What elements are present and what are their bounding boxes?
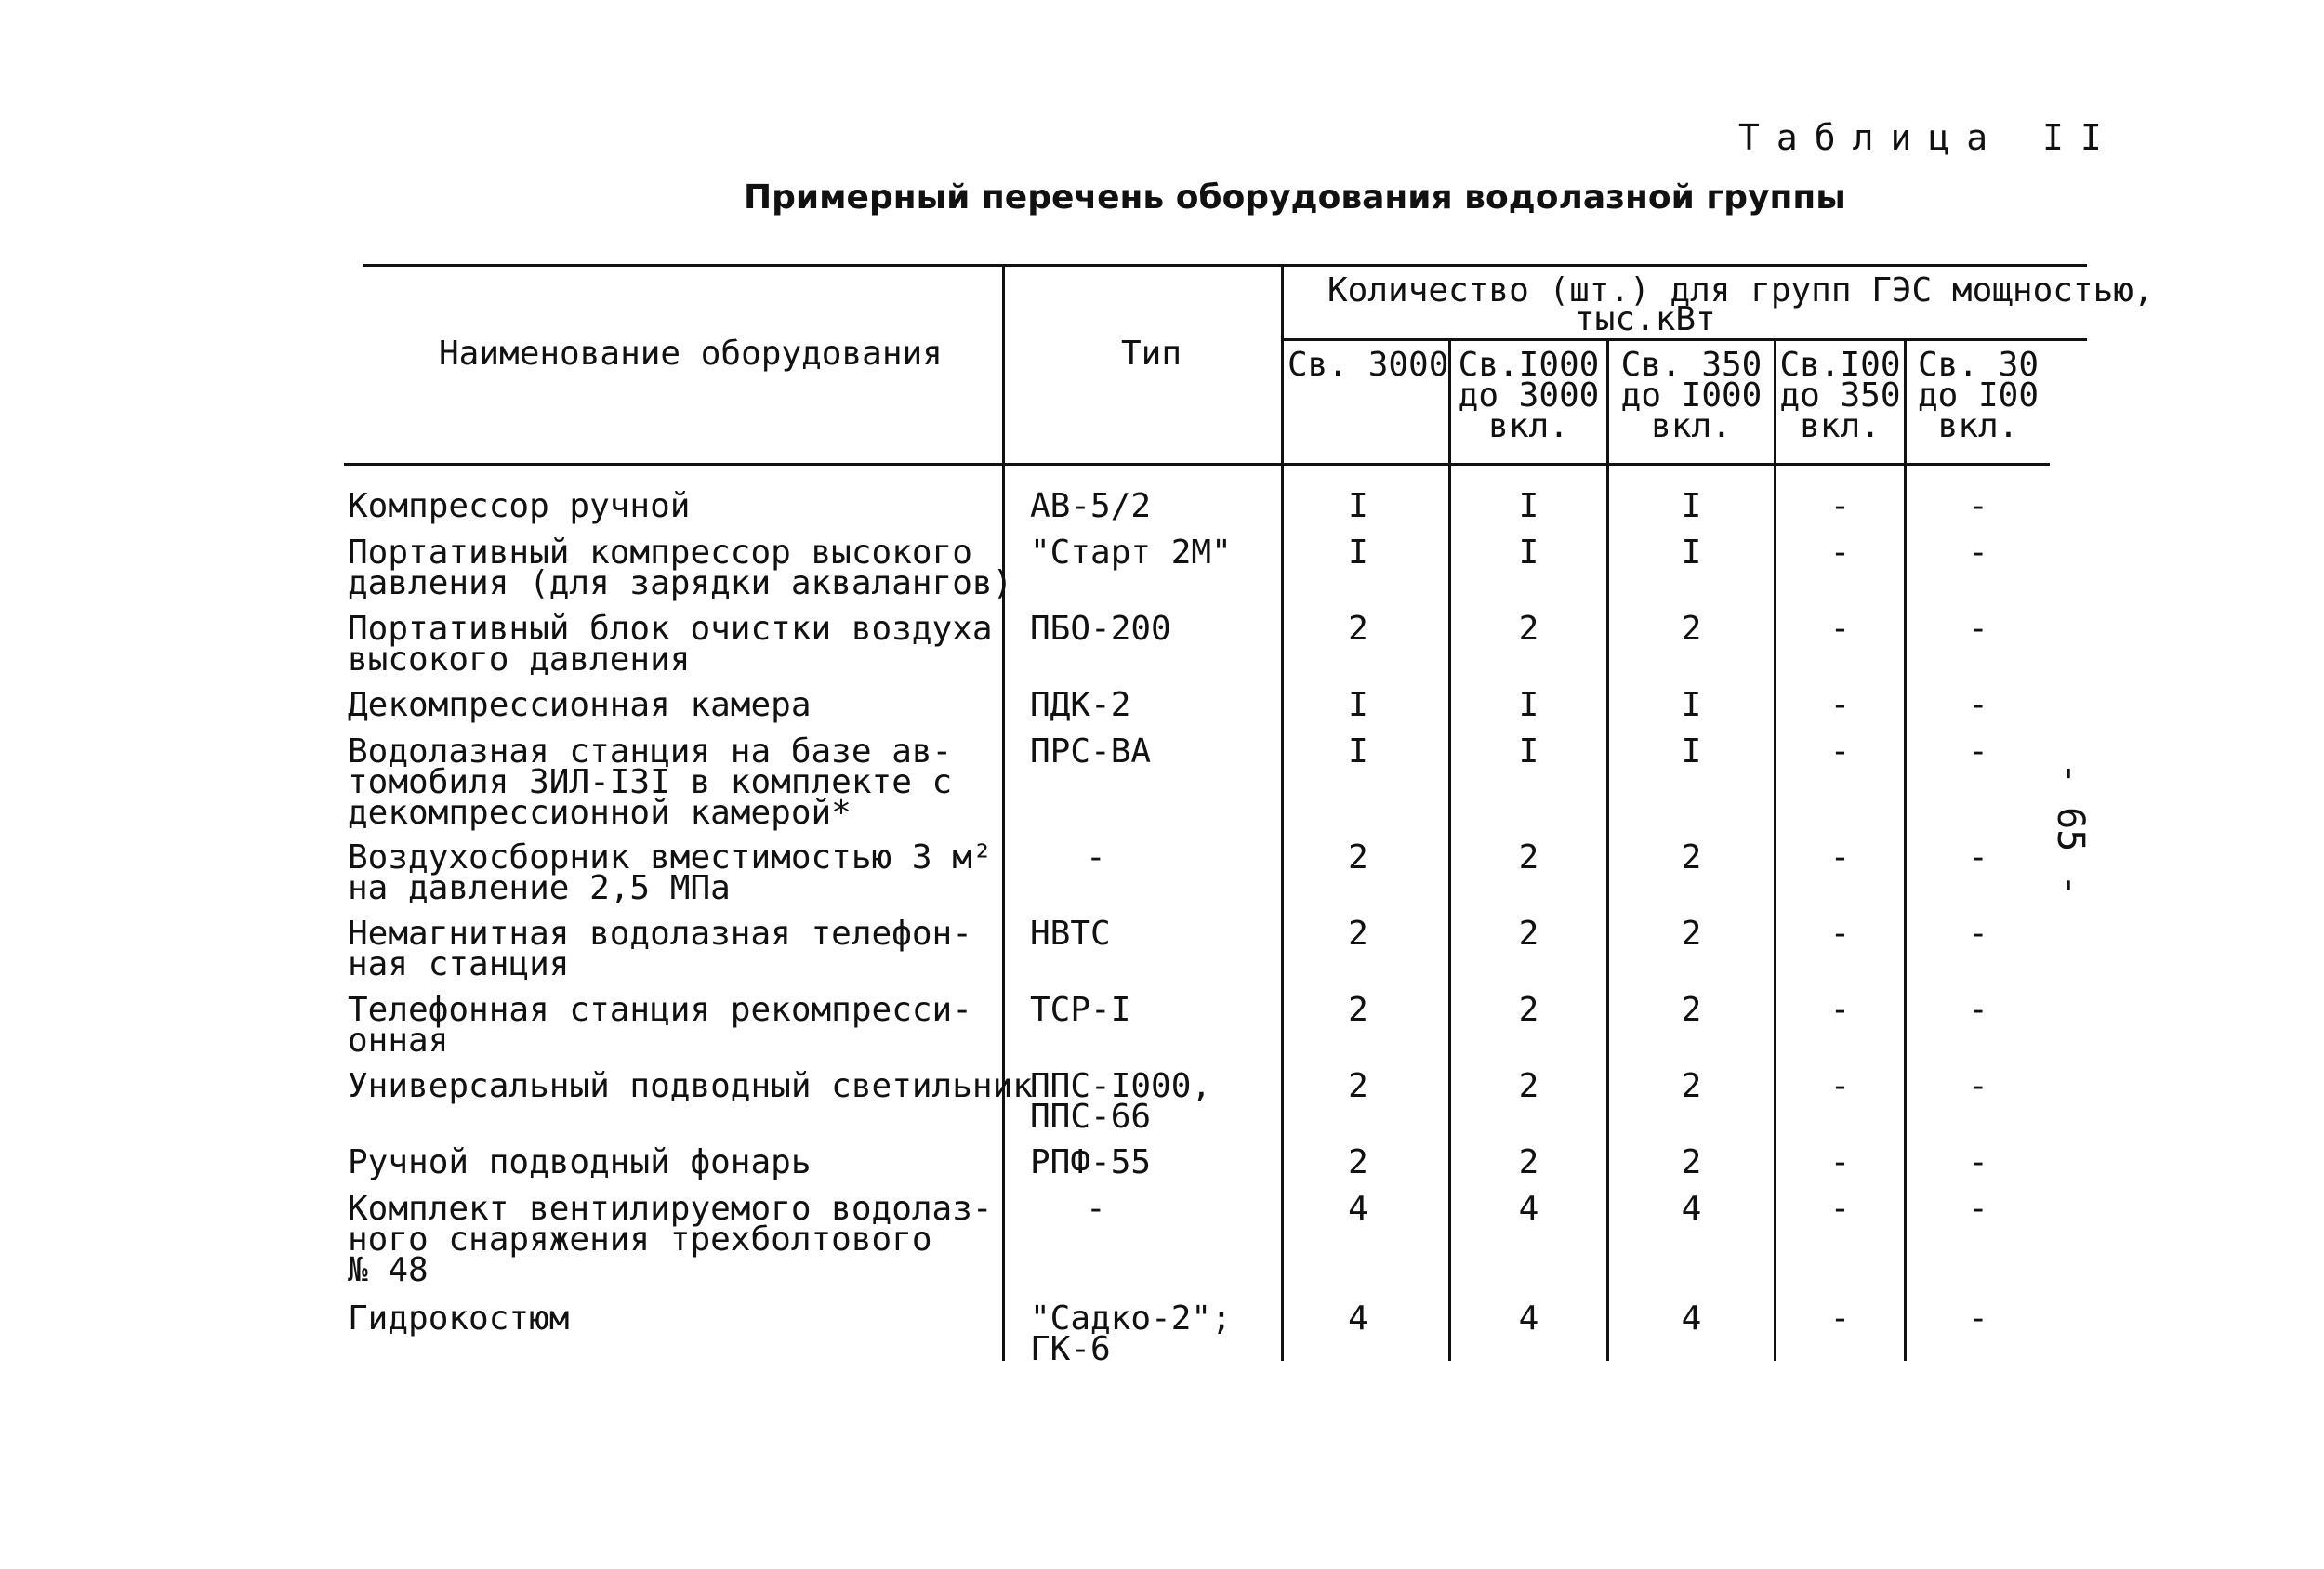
equipment-name: ного снаряжения трехболтового: [348, 1220, 932, 1259]
equipment-name: давления (для зарядки аквалангов): [348, 564, 1013, 602]
quantity-cell: 2: [1518, 1067, 1539, 1105]
quantity-cell: -: [1968, 534, 1988, 572]
quantity-cell: 2: [1348, 1143, 1368, 1181]
equipment-type: ГК-6: [1030, 1330, 1111, 1368]
quantity-cell: I: [1518, 732, 1539, 771]
quantity-cell: -: [1968, 1190, 1988, 1228]
equipment-name: № 48: [348, 1251, 429, 1289]
quantity-group-header-line: Св. 30: [1917, 346, 2040, 384]
quantity-cell: 2: [1681, 1143, 1702, 1181]
quantity-cell: 2: [1518, 1143, 1539, 1181]
quantity-cell: 2: [1348, 838, 1368, 877]
quantity-cell: 2: [1348, 915, 1368, 953]
table-top-rule: [363, 264, 2087, 267]
equipment-name: Телефонная станция рекомпресси-: [348, 991, 972, 1029]
quantity-group-header-line: вкл.: [1800, 407, 1881, 445]
equipment-type: НВТС: [1030, 915, 1111, 953]
equipment-type: -: [1086, 838, 1106, 877]
col-divider-type: [1002, 264, 1005, 1361]
equipment-name: томобиля ЗИЛ-I3I в комплекте с: [348, 763, 953, 801]
quantity-group-header-line: вкл.: [1937, 407, 2019, 445]
quantity-cell: -: [1829, 534, 1851, 572]
equipment-name: Компрессор ручной: [348, 487, 691, 525]
quantity-group-header-line: вкл.: [1651, 407, 1732, 445]
quantity-cell: 2: [1348, 1067, 1368, 1105]
quantity-cell: 4: [1518, 1299, 1539, 1338]
quantity-cell: 2: [1681, 610, 1702, 648]
quantity-cell: -: [1829, 1190, 1851, 1228]
equipment-name: Воздухосборник вместимостью 3 м²: [348, 838, 993, 877]
quantity-cell: -: [1829, 732, 1851, 771]
header-name: Наименование оборудования: [439, 335, 943, 373]
equipment-type: -: [1086, 1190, 1106, 1228]
equipment-type: ПРС-ВА: [1030, 732, 1152, 771]
equipment-type: ТСР-I: [1030, 991, 1131, 1029]
quantity-cell: I: [1348, 487, 1368, 525]
quantity-cell: -: [1829, 487, 1851, 525]
quantity-group-header-line: до 350: [1779, 376, 1901, 415]
equipment-type: ПБО-200: [1030, 610, 1171, 648]
header-type: Тип: [1121, 335, 1182, 373]
equipment-type: ППС-I000,: [1030, 1067, 1212, 1105]
header-bottom-rule: [344, 463, 2050, 466]
quantity-cell: I: [1348, 534, 1368, 572]
quantity-cell: -: [1968, 732, 1988, 771]
quantity-group-rule: [1281, 338, 2087, 341]
quantity-cell: -: [1829, 610, 1851, 648]
quantity-group-header-line: Св. 3000: [1287, 346, 1449, 384]
equipment-name: Немагнитная водолазная телефон-: [348, 915, 972, 953]
quantity-group-header-line: вкл.: [1488, 407, 1569, 445]
quantity-cell: I: [1681, 686, 1702, 724]
quantity-cell: I: [1681, 534, 1702, 572]
quantity-group-header-line: Св.I000: [1458, 346, 1600, 384]
quantity-cell: 2: [1681, 838, 1702, 877]
quantity-cell: 4: [1518, 1190, 1539, 1228]
quantity-cell: 4: [1681, 1299, 1702, 1338]
equipment-name: ная станция: [348, 945, 570, 983]
equipment-type: "Садко-2";: [1030, 1299, 1232, 1338]
quantity-cell: I: [1348, 686, 1368, 724]
quantity-group-header-line: до I00: [1917, 376, 2040, 415]
equipment-name: Гидрокостюм: [348, 1299, 570, 1338]
equipment-name: Портативный компрессор высокого: [348, 534, 972, 572]
quantity-group-header-line: до I000: [1620, 376, 1763, 415]
equipment-name: высокого давления: [348, 640, 691, 679]
quantity-cell: -: [1968, 838, 1988, 877]
quantity-cell: 2: [1518, 838, 1539, 877]
equipment-type: ПДК-2: [1030, 686, 1131, 724]
quantity-cell: -: [1968, 1067, 1988, 1105]
equipment-name: декомпрессионной камерой*: [348, 794, 852, 832]
quantity-cell: -: [1968, 1143, 1988, 1181]
equipment-type: РПФ-55: [1030, 1143, 1152, 1181]
quantity-cell: -: [1968, 487, 1988, 525]
equipment-name: Декомпрессионная камера: [348, 686, 812, 724]
header-quantity: Количество (шт.) для групп ГЭС мощностью,: [1327, 271, 2154, 310]
quantity-cell: -: [1829, 915, 1851, 953]
quantity-cell: -: [1829, 686, 1851, 724]
quantity-cell: 4: [1348, 1299, 1368, 1338]
quantity-cell: I: [1518, 686, 1539, 724]
quantity-cell: -: [1968, 686, 1988, 724]
quantity-group-header-line: Св.I00: [1779, 346, 1901, 384]
equipment-name: Универсальный подводный светильник: [348, 1067, 1033, 1105]
quantity-cell: -: [1968, 610, 1988, 648]
quantity-cell: 4: [1348, 1190, 1368, 1228]
quantity-group-header-line: Св. 350: [1620, 346, 1763, 384]
quantity-cell: 2: [1518, 610, 1539, 648]
quantity-cell: -: [1968, 915, 1988, 953]
equipment-name: онная: [348, 1022, 449, 1060]
quantity-cell: 2: [1348, 610, 1368, 648]
quantity-cell: -: [1829, 838, 1851, 877]
quantity-group-header-line: до 3000: [1458, 376, 1600, 415]
quantity-cell: -: [1829, 991, 1851, 1029]
quantity-cell: -: [1829, 1143, 1851, 1181]
equipment-name: Водолазная станция на базе ав-: [348, 732, 953, 771]
quantity-cell: I: [1681, 487, 1702, 525]
equipment-type: АВ-5/2: [1030, 487, 1152, 525]
quantity-cell: 2: [1681, 915, 1702, 953]
quantity-cell: I: [1348, 732, 1368, 771]
quantity-cell: -: [1829, 1299, 1851, 1338]
quantity-cell: -: [1968, 991, 1988, 1029]
equipment-name: Портативный блок очистки воздуха: [348, 610, 993, 648]
page-number: - 65 -: [2049, 762, 2092, 897]
equipment-type: ППС-66: [1030, 1098, 1152, 1136]
quantity-cell: 2: [1518, 991, 1539, 1029]
quantity-cell: 4: [1681, 1190, 1702, 1228]
quantity-cell: I: [1518, 534, 1539, 572]
equipment-name: на давление 2,5 МПа: [348, 869, 731, 907]
quantity-cell: I: [1681, 732, 1702, 771]
quantity-cell: -: [1968, 1299, 1988, 1338]
equipment-name: Комплект вентилируемого водолаз-: [348, 1190, 993, 1228]
quantity-cell: 2: [1348, 991, 1368, 1029]
quantity-cell: 2: [1681, 1067, 1702, 1105]
quantity-cell: I: [1518, 487, 1539, 525]
quantity-cell: 2: [1518, 915, 1539, 953]
page-title: Примерный перечень оборудования водолазной группы: [744, 178, 1846, 217]
quantity-cell: 2: [1681, 991, 1702, 1029]
quantity-cell: -: [1829, 1067, 1851, 1105]
table-caption: Таблица II: [1738, 117, 2119, 158]
equipment-type: "Старт 2М": [1030, 534, 1232, 572]
equipment-name: Ручной подводный фонарь: [348, 1143, 812, 1181]
header-quantity-unit: тыс.кВт: [1575, 300, 1716, 338]
